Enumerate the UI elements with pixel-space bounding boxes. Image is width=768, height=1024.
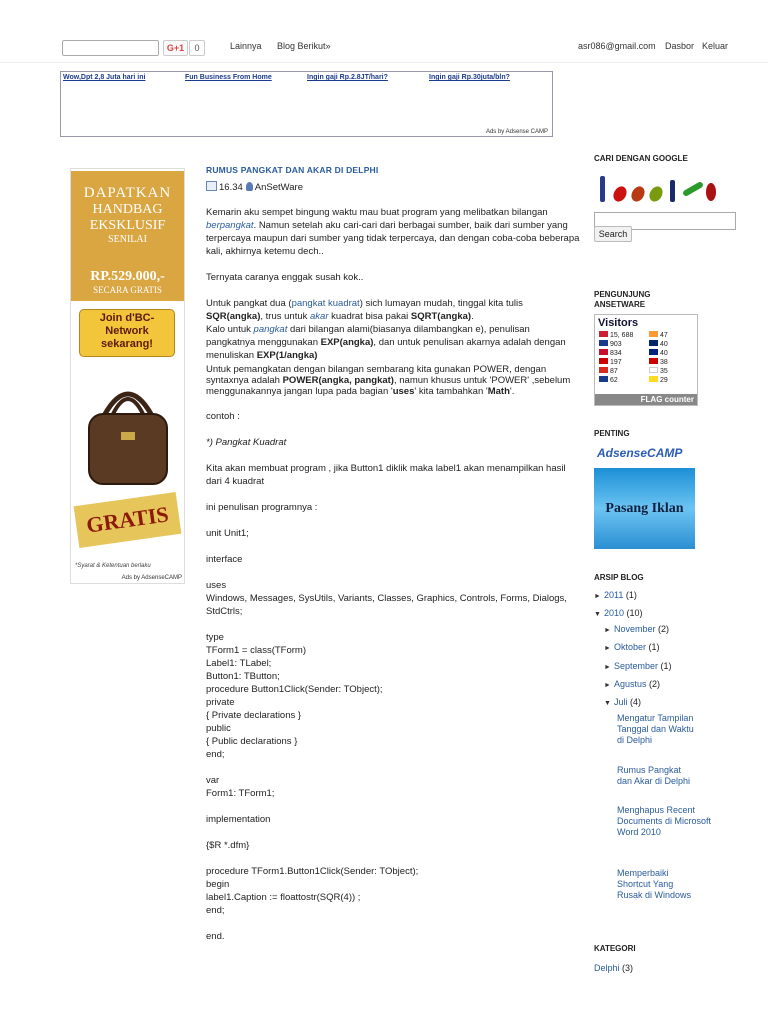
code-line: end; — [206, 749, 225, 760]
expand-arrow-icon[interactable]: ► — [604, 645, 611, 652]
ad-item[interactable] — [307, 74, 427, 82]
nav-keluar[interactable]: Keluar — [702, 41, 729, 51]
code-text: EXP(1/angka) — [256, 350, 318, 361]
archive-year[interactable] — [594, 589, 637, 603]
post-author[interactable]: AnSetWare — [254, 182, 304, 193]
post-paragraph: Kita akan membuat program , jika Button1 diklik maka label1 akan menampilkan hasil dari 4 kuadrat — [206, 463, 566, 487]
flag-row — [599, 367, 618, 376]
post-time[interactable]: 16.34 — [219, 182, 243, 193]
flag-row — [649, 358, 668, 367]
code-line: {$R *.dfm} — [206, 840, 250, 851]
ad-title[interactable]: Fun Business From Home — [185, 74, 272, 81]
category-item[interactable] — [594, 962, 633, 974]
code-line: var — [206, 775, 220, 786]
code-line: type — [206, 632, 224, 643]
text: Kemarin aku sempet bingung waktu mau buat program yang melibatkan bilangan — [206, 207, 548, 218]
text: kuadrat bisa pakai — [328, 311, 411, 322]
expand-arrow-icon[interactable]: ► — [604, 627, 611, 634]
code-line: { Private declarations } — [206, 710, 302, 721]
code-line: Label1: TLabel; — [206, 658, 272, 669]
post-paragraph: Ternyata caranya enggak susah kok.. — [206, 272, 364, 283]
flag-count: 29 — [660, 377, 668, 384]
flag-icon — [599, 349, 608, 355]
flag-count: 40 — [660, 350, 668, 357]
text: ' kita tambahkan ' — [414, 386, 488, 397]
post-paragraph — [206, 297, 580, 323]
flag-icon — [599, 376, 608, 382]
google-plus-count: 0 — [189, 40, 205, 56]
sidebar-heading: PENGUNJUNG ANSETWARE — [594, 290, 651, 309]
flag-count: 38 — [660, 359, 668, 366]
ad-item[interactable] — [63, 74, 183, 82]
text: '. — [509, 386, 515, 397]
archive-month[interactable] — [604, 696, 641, 710]
gratis-label: GRATIS — [74, 492, 182, 548]
flag-row — [649, 349, 668, 358]
flag-icon — [649, 358, 658, 364]
code-line: procedure TForm1.Button1Click(Sender: TObject); — [206, 866, 419, 877]
pasang-iklan-text: Pasang Iklan — [605, 501, 684, 516]
code-text: POWER(angka, pangkat) — [282, 375, 394, 386]
archive-count: (2) — [658, 624, 670, 634]
collapse-arrow-icon[interactable]: ▼ — [604, 700, 611, 707]
code-line: interface — [206, 554, 243, 565]
sidebar-heading: KATEGORI — [594, 944, 636, 953]
archive-count: (10) — [626, 608, 643, 618]
post-paragraph — [206, 323, 580, 362]
ad-title[interactable]: Wow,Dpt 2,8 Juta hari ini — [63, 74, 146, 81]
flag-icon — [599, 358, 608, 364]
archive-month[interactable] — [604, 678, 660, 692]
archive-post-link[interactable]: Rumus Pangkat dan Akar di Delphi — [617, 765, 691, 786]
category-link[interactable]: Delphi — [594, 963, 620, 973]
archive-year-link[interactable]: 2011 — [604, 590, 624, 600]
ad-item[interactable] — [185, 74, 305, 82]
code-text: uses — [392, 386, 415, 397]
flag-count: 834 — [610, 350, 622, 357]
code-line: private — [206, 697, 235, 708]
expand-arrow-icon[interactable]: ► — [594, 593, 601, 600]
ad-item[interactable] — [429, 74, 549, 82]
join-network-button[interactable]: Join d'BC-Network sekarang! — [79, 309, 175, 357]
archive-month[interactable] — [604, 641, 660, 655]
user-email[interactable]: asr086@gmail.com — [578, 41, 656, 51]
text: . Namun setelah aku cari-cari dari berbagai sumber, baik dari sumber yang terpercaya maupun dari sumber yang tidak terpercaya, dan dengan coba-coba beberapa kali, akhirnya ketemu dech.. — [206, 220, 580, 257]
text: , trus untuk — [260, 311, 311, 322]
banner-line: EKSKLUSIF — [89, 218, 166, 233]
archive-month-link[interactable]: Agustus — [614, 679, 647, 689]
banner-line: DAPATKAN — [83, 185, 172, 201]
link-berpangkat[interactable]: berpangkat — [206, 220, 254, 231]
archive-post-link[interactable]: Menghapus Recent Documents di Microsoft Word 2010 — [617, 805, 712, 837]
collapse-arrow-icon[interactable]: ▼ — [594, 611, 601, 618]
post-meta — [206, 181, 580, 194]
archive-month-link[interactable]: November — [614, 624, 656, 634]
banner-line: SECARA GRATIS — [93, 285, 162, 295]
flag-row — [599, 349, 622, 358]
flag-count: 87 — [610, 368, 618, 375]
archive-month-link[interactable]: Juli — [614, 697, 628, 707]
blog-post — [206, 164, 580, 943]
ad-strip — [60, 71, 553, 137]
text: ) sich lumayan mudah, tinggal kita tulis — [359, 298, 523, 309]
google-logo — [598, 172, 728, 206]
flag-row — [599, 331, 633, 340]
archive-year[interactable] — [594, 607, 643, 621]
sidebar-heading: ARSIP BLOG — [594, 573, 644, 582]
code-text: Math — [487, 386, 510, 397]
ads-by-label[interactable]: Ads by AdsenseCAMP — [121, 575, 182, 581]
archive-count: (4) — [630, 697, 642, 707]
code-line: end; — [206, 905, 225, 916]
user-icon — [246, 182, 253, 191]
post-paragraph: ini penulisan programnya : — [206, 502, 318, 513]
flag-icon — [599, 367, 608, 373]
ads-by-label[interactable]: Ads by Adsense CAMP — [485, 129, 548, 135]
flag-counter-footer: FLAG counter — [595, 394, 697, 405]
code-line: public — [206, 723, 231, 734]
code-line: Form1: TForm1; — [206, 788, 275, 799]
banner-line: HANDBAG — [92, 202, 163, 217]
post-paragraph: contoh : — [206, 411, 240, 422]
terms-note: *Syarat & Ketentuan berlaku — [75, 563, 151, 569]
ad-title[interactable]: Ingin gaji Rp.30juta/bln? — [429, 74, 510, 81]
ad-title[interactable]: Ingin gaji Rp.2.8JT/hari? — [307, 74, 388, 81]
category-count: (3) — [622, 963, 634, 973]
code-line: implementation — [206, 814, 271, 825]
flag-icon — [649, 376, 658, 382]
banner-line: SENILAI — [108, 234, 147, 245]
code-line: uses — [206, 580, 227, 591]
flag-row — [599, 340, 622, 349]
banner-headline — [71, 171, 184, 269]
post-subheading: *) Pangkat Kuadrat — [206, 437, 287, 448]
archive-post-link[interactable]: Mengatur Tampilan Tanggal dan Waktu di Delphi — [617, 713, 694, 745]
flag-count: 35 — [660, 368, 668, 375]
sidebar-heading: CARI DENGAN GOOGLE — [594, 154, 688, 163]
pasang-iklan-banner[interactable] — [594, 468, 695, 549]
banner-price-text: RP.529.000,- — [90, 269, 165, 284]
flag-count: 903 — [610, 341, 622, 348]
code-line: Button1: TButton; — [206, 671, 280, 682]
post-paragraph — [206, 364, 580, 397]
code-line: begin — [206, 879, 230, 890]
link-pangkat[interactable]: pangkat — [253, 324, 288, 335]
link-pangkat-kuadrat[interactable]: pangkat kuadrat — [291, 298, 360, 309]
google-search-button[interactable]: Search — [594, 226, 632, 242]
archive-post-link[interactable]: Memperbaiki Shortcut Yang Rusak di Windows — [617, 868, 692, 900]
handbag-image — [83, 374, 173, 494]
code-line: procedure Button1Click(Sender: TObject); — [206, 684, 383, 695]
archive-count: (1) — [625, 590, 637, 600]
google-plus-button[interactable]: G+1 — [163, 40, 188, 56]
code-line: unit Unit1; — [206, 528, 249, 539]
flag-row — [649, 340, 668, 349]
nav-lainnya[interactable]: Lainnya — [230, 41, 262, 51]
blog-search-input[interactable] — [62, 40, 159, 56]
flag-icon — [649, 367, 658, 373]
archive-month-link[interactable]: September — [614, 661, 659, 671]
text: . — [471, 311, 474, 322]
text: Untuk pemangkatan dengan bilangan sembarang kita gunakan POWER, dengan syntaxnya adalah — [206, 364, 547, 386]
expand-arrow-icon[interactable]: ► — [604, 664, 611, 671]
code-text: SQR(angka) — [206, 311, 261, 322]
flag-icon — [649, 349, 658, 355]
flag-counter-widget[interactable] — [594, 314, 698, 406]
flag-row — [599, 358, 622, 367]
nav-blog-berikut[interactable]: Blog Berikut» — [277, 41, 331, 51]
flag-counter-title: Visitors — [598, 317, 639, 329]
code-line: Windows, Messages, SysUtils, Variants, Classes, Graphics, Controls, Forms, Dialogs, StdCtrls; — [206, 593, 567, 617]
flag-icon — [649, 340, 658, 346]
code-line: end. — [206, 931, 225, 942]
archive-month[interactable] — [604, 660, 672, 674]
code-line: label1.Caption := floattostr(SQR(4)) ; — [206, 892, 361, 903]
archive-month-link[interactable]: Oktober — [614, 642, 647, 652]
post-paragraph — [206, 206, 580, 258]
calendar-icon — [206, 181, 217, 191]
flag-row — [649, 367, 668, 376]
flag-row — [649, 376, 668, 385]
archive-count: (1) — [648, 642, 660, 652]
adsense-camp-logo[interactable]: AdsenseCAMP — [597, 446, 683, 460]
flag-icon — [599, 340, 608, 346]
flag-count: 15, 688 — [610, 332, 634, 339]
link-akar[interactable]: akar — [310, 311, 329, 322]
flag-count: 47 — [660, 332, 668, 339]
archive-month[interactable] — [604, 623, 669, 637]
archive-year-link[interactable]: 2010 — [604, 608, 625, 618]
text: Untuk pangkat dua ( — [206, 298, 292, 309]
handbag-ad-banner[interactable] — [70, 168, 185, 584]
archive-count: (2) — [649, 679, 661, 689]
flag-count: 197 — [610, 359, 622, 366]
code-text: SQRT(angka) — [410, 311, 472, 322]
top-navbar — [0, 0, 768, 63]
archive-count: (1) — [660, 661, 672, 671]
nav-dasbor[interactable]: Dasbor — [665, 41, 695, 51]
flag-count: 62 — [610, 377, 618, 384]
expand-arrow-icon[interactable]: ► — [604, 682, 611, 689]
text: dari bilangan alami(biasanya dilambangkan e), penulisan pangkatnya menggunakan — [206, 324, 530, 348]
sidebar-heading: PENTING — [594, 429, 630, 438]
code-line: TForm1 = class(TForm) — [206, 645, 307, 656]
code-text: EXP(angka) — [320, 337, 374, 348]
flag-count: 40 — [660, 341, 668, 348]
text: , namun khusus untuk 'POWER' ,sebelum menggunakannya jangan lupa pada bagian ' — [206, 375, 571, 397]
flag-row — [649, 331, 668, 340]
post-title[interactable]: RUMUS PANGKAT DAN AKAR DI DELPHI — [206, 165, 379, 175]
text: Kalo untuk — [206, 324, 254, 335]
flag-row — [599, 376, 618, 385]
flag-icon — [649, 331, 658, 337]
banner-price — [71, 269, 184, 301]
text: , dan untuk penulisan akarnya adalah dengan menuliskan — [206, 337, 566, 361]
code-line: { Public declarations } — [206, 736, 298, 747]
flag-icon — [599, 331, 608, 337]
